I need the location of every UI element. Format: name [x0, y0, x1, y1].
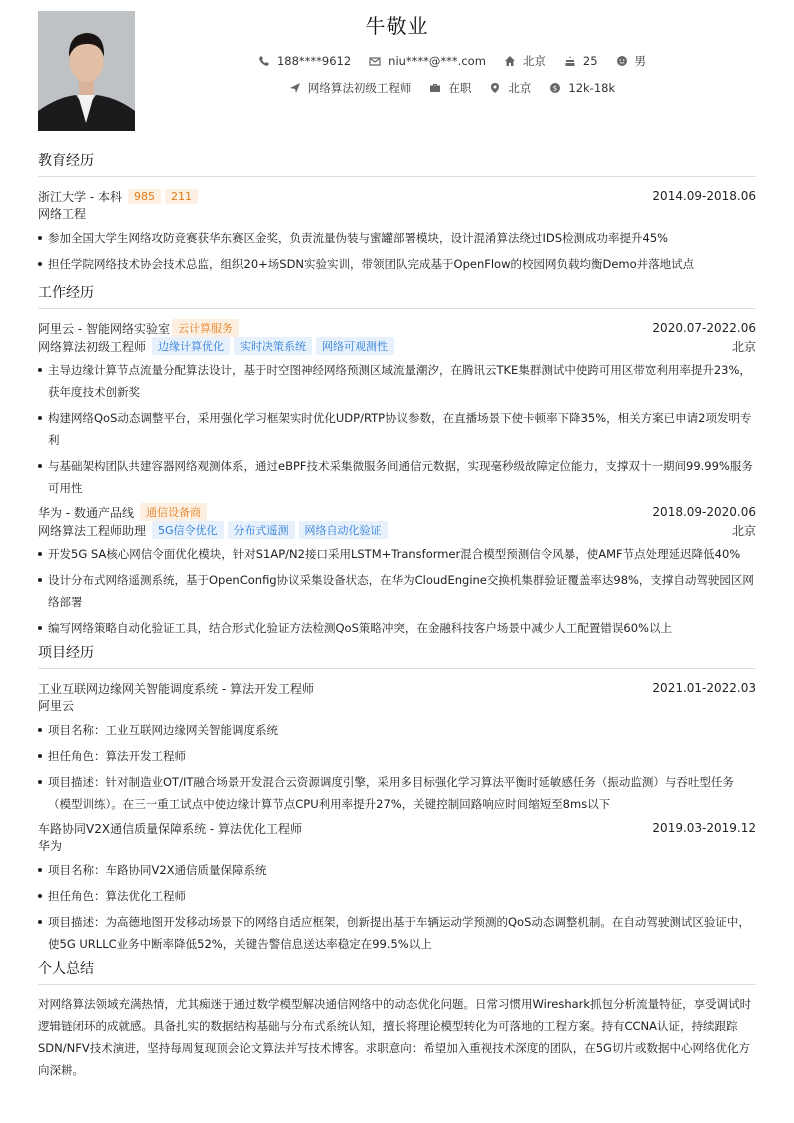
- email-item: [369, 54, 486, 68]
- list-item: 设计分布式网络遥测系统，基于OpenConfig协议采集设备状态，在华为CloudEngine交换机集群验证覆盖率达98%，支撑自动驾驶园区网络部署: [38, 569, 756, 613]
- list-item: 构建网络QoS动态调整平台，采用强化学习框架实时优化UDP/RTP协议参数，在直播场景下使卡顿率下降35%，相关方案已申请2项发明专利: [38, 407, 756, 451]
- skill-badge: 分布式遥测: [228, 521, 295, 539]
- status-item: [429, 80, 471, 96]
- job-header: [38, 319, 756, 337]
- cake-icon: [564, 55, 576, 67]
- location-value: 北京: [508, 81, 532, 95]
- job-header: [38, 503, 756, 521]
- project-header: [38, 679, 756, 697]
- smile-icon: [616, 55, 628, 67]
- age-item: [564, 54, 598, 68]
- status-value: 在职: [448, 81, 472, 95]
- contact-info-row: [170, 52, 734, 70]
- list-item: 编写网络策略自动化验证工具，结合形式化验证方法检测QoS策略冲突，在金融科技客户场景中减少人工配置错误60%以上: [38, 617, 756, 639]
- skill-badge: 网络可观测性: [316, 337, 394, 355]
- project-period: 2019.03-2019.12: [652, 821, 756, 835]
- section-title: 教育经历: [38, 150, 756, 177]
- education-section: [38, 150, 756, 275]
- industry-badge: 通信设备商: [140, 503, 207, 521]
- phone-item: [258, 54, 351, 68]
- job-role-row: [38, 337, 756, 355]
- job-bullets: [38, 359, 756, 499]
- hometown-item: [504, 53, 546, 69]
- summary-section: [38, 958, 756, 1081]
- location-pin-icon: [489, 82, 501, 94]
- project-header: [38, 819, 756, 837]
- mail-icon: [369, 55, 381, 67]
- candidate-name: 牛敬业: [365, 14, 429, 38]
- section-title: 项目经历: [38, 642, 756, 669]
- email-address: niu****@***.com: [388, 54, 486, 68]
- school-name: 浙江大学 - 本科: [38, 189, 122, 204]
- job-role-row: [38, 521, 756, 539]
- list-item: 开发5G SA核心网信令面优化模块，针对S1AP/N2接口采用LSTM+Transformer混合模型预测信令风暴，使AMF节点处理延迟降低40%: [38, 543, 756, 565]
- tag-badge: 985: [128, 189, 161, 204]
- project-period: 2021.01-2022.03: [652, 681, 756, 695]
- industry-badge: 云计算服务: [172, 319, 239, 337]
- list-item: 项目名称：车路协同V2X通信质量保障系统: [38, 859, 756, 881]
- company-name: 阿里云 - 智能网络实验室: [38, 321, 170, 336]
- position-item: [289, 80, 412, 96]
- location-item: [489, 80, 531, 96]
- home-icon: [504, 55, 516, 67]
- job-period: 2018.09-2020.06: [652, 505, 756, 519]
- education-bullets: [38, 227, 756, 275]
- project-heading: 车路协同V2X通信质量保障系统 - 算法优化工程师: [38, 821, 303, 836]
- salary-item: [549, 81, 615, 95]
- list-item: 担任角色：算法开发工程师: [38, 745, 756, 767]
- section-title: 工作经历: [38, 282, 756, 309]
- tag-badge: 211: [165, 189, 198, 204]
- list-item: 担任学院网络技术协会技术总监，组织20+场SDN实验实训，带领团队完成基于OpenFlow的校园网负载均衡Demo并落地试点: [38, 253, 756, 275]
- send-icon: [289, 82, 301, 94]
- list-item: 担任角色：算法优化工程师: [38, 885, 756, 907]
- project-bullets: [38, 859, 756, 955]
- job-role: 网络算法初级工程师: [38, 339, 147, 354]
- list-item: 项目名称：工业互联网边缘网关智能调度系统: [38, 719, 756, 741]
- age-value: 25: [582, 54, 598, 68]
- hometown-value: 北京: [522, 54, 546, 68]
- projects-section: [38, 642, 756, 955]
- project-org: 华为: [38, 839, 63, 853]
- skill-badge: 5G信令优化: [152, 521, 224, 539]
- skill-badge: 网络自动化验证: [299, 521, 388, 539]
- list-item: 项目描述：针对制造业OT/IT融合场景开发混合云资源调度引擎，采用多目标强化学习算法平衡时延敏感任务（振动监测）与吞吐型任务（模型训练）。在三一重工试点中使边缘计算节点CPU利用率提升27%，关键控制回路响应时间缩短至8ms以下: [38, 771, 756, 815]
- briefcase-icon: [429, 82, 441, 94]
- job-city: 北京: [731, 339, 756, 354]
- list-item: 与基础架构团队共建容器网络观测体系，通过eBPF技术采集微服务间通信元数据，实现毫秒级故障定位能力，支撑双十一期间99.99%服务可用性: [38, 455, 756, 499]
- job-city: 北京: [731, 523, 756, 538]
- job-period: 2020.07-2022.06: [652, 321, 756, 335]
- company-name: 华为 - 数通产品线: [38, 505, 134, 520]
- phone-icon: [258, 55, 270, 67]
- education-header: [38, 187, 756, 205]
- gender-value: 男: [634, 54, 647, 68]
- money-icon: [549, 82, 561, 94]
- salary-value: 12k-18k: [568, 81, 616, 95]
- skill-badge: 实时决策系统: [234, 337, 312, 355]
- major: 网络工程: [38, 207, 87, 221]
- skill-badge: 边缘计算优化: [152, 337, 230, 355]
- list-item: 主导边缘计算节点流量分配算法设计，基于时空图神经网络预测区域流量潮汐，在腾讯云TKE集群测试中使跨可用区带宽利用率提升23%，获年度技术创新奖: [38, 359, 756, 403]
- list-item: 参加全国大学生网络攻防竞赛获华东赛区金奖，负责流量伪装与蜜罐部署模块，设计混淆算法绕过IDS检测成功率提升45%: [38, 227, 756, 249]
- job-intent-row: [170, 79, 734, 97]
- education-period: 2014.09-2018.06: [652, 189, 756, 203]
- svg-text:$: $: [553, 84, 558, 93]
- gender-item: [616, 53, 647, 69]
- section-title: 个人总结: [38, 958, 756, 985]
- list-item: 项目描述：为高德地图开发移动场景下的网络自适应框架，创新提出基于车辆运动学预测的QoS动态调整机制。在自动驾驶测试区验证中，使5G URLLC业务中断率降低52%，关键告警信息送达率稳定在99.5%以上: [38, 911, 756, 955]
- job-role: 网络算法工程师助理: [38, 523, 147, 538]
- project-bullets: [38, 719, 756, 815]
- work-section: [38, 282, 756, 639]
- phone-number: 188****9612: [276, 54, 352, 68]
- project-org: 阿里云: [38, 699, 75, 713]
- job-bullets: [38, 543, 756, 639]
- position-value: 网络算法初级工程师: [307, 81, 412, 95]
- summary-text: 对网络算法领域充满热情，尤其痴迷于通过数学模型解决通信网络中的动态优化问题。日常习惯用Wireshark抓包分析流量特征，享受调试时逻辑链闭环的成就感。具备扎实的数据结构基础与分布式系统认知，擅长将理论模型转化为可落地的工程方案。持有CCNA认证，持续跟踪SDN/NFV技术演进，坚持每周复现顶会论文算法并写技术博客。求职意向：希望加入重视技术深度的团队，在5G切片或数据中心网络优化方向深耕。: [38, 997, 752, 1077]
- project-heading: 工业互联网边缘网关智能调度系统 - 算法开发工程师: [38, 681, 314, 696]
